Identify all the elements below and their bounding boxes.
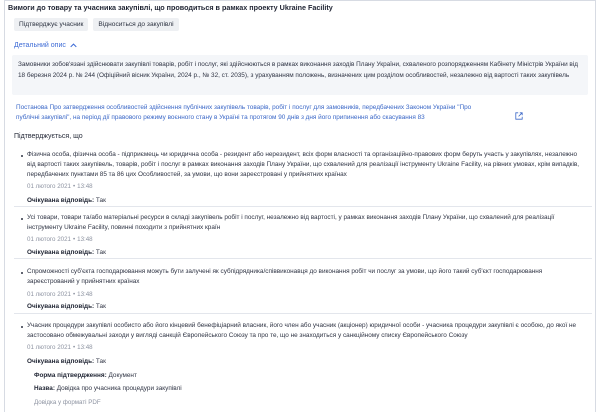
item-timestamp: 01 лютого 2021 • 13:48 — [27, 291, 93, 298]
panel-left-border — [4, 0, 5, 412]
confirm-heading: Підтверджується, що — [14, 133, 83, 140]
name-label: Назва: — [34, 385, 55, 392]
panel-right-border — [595, 0, 596, 412]
panel-top-border — [4, 0, 596, 1]
bullet — [21, 218, 23, 220]
document-name — [34, 385, 182, 392]
details-description: Замовники зобов'язані здійснювати закупівлі товарів, робіт і послуг, які здійснюються в рамках виконання заходів Плану України, схваленого розпорядженням Кабінету Міністрів України від 18 березня 2024 р. № 244 (Офіційний вісник України, 2024 р., № 32, ст. 2035), з урахуванням положень, визначених цим розділом особливостей, незалежно від вартості таких закупівель — [12, 55, 588, 95]
divider — [14, 313, 592, 314]
expected-answer-label: Очікувана відповідь: — [27, 249, 95, 256]
expected-answer-label: Очікувана відповідь: — [27, 303, 95, 310]
item-time: 13:48 — [77, 291, 93, 298]
details-toggle[interactable] — [14, 42, 77, 49]
bullet — [21, 155, 23, 157]
requirement-text: Учасник процедури закупівлі особисто або його кінцевий бенефіціарний власник, його член або учасник (акціонер) юридичної особи - учасника процедури закупівлі є особою, до якої не застосовано обмежувальні заходи у вигляді санкцій Європейського Союзу та про те, що не знаходиться у санкційному списку Європейського Союзу — [27, 322, 577, 339]
item-date: 01 лютого 2021 — [27, 344, 71, 351]
item-time: 13:48 — [77, 183, 93, 190]
item-timestamp: 01 лютого 2021 • 13:48 — [27, 344, 93, 351]
expected-answer-label: Очікувана відповідь: — [27, 197, 95, 204]
tag-participant-confirms: Підтверджує учасник — [14, 18, 88, 31]
requirement-text: Фізична особа, фізична особа - підприємець чи юридична особа - резидент або нерезидент, всіх форм власності та організаційно-правових форм беруть участь у закупівлях, незалежно від вартості таких закупівель, товарів, робіт і послуг в рамках виконання заходів Плану України, що схвалений для реалізації інструменту Ukraine Facility, на рівних умовах, крім випадків, передбачених пунктами 85 та 86 цих Особливостей, за умови, що вони зареєстровані у прийнятних країнах — [27, 151, 580, 178]
divider — [14, 258, 592, 259]
requirement-title: Вимоги до товару та учасника закупівлі, що проводиться в рамках проекту Ukraine Facility — [8, 3, 333, 12]
item-date: 01 лютого 2021 — [27, 236, 71, 243]
expected-answer-value: Так — [95, 303, 106, 310]
requirement-text: Спроможності суб'єкта господарювання можуть бути залучені як субпідрядника/співвиконавця до виконання робіт чи послуг за умови, що його такий суб'єкт господарювання зареєстрований у прийнятних країнах — [27, 268, 543, 285]
law-link[interactable]: Постанова Про затвердження особливостей здійснення публічних закупівель товарів, робіт і послуг для замовників, передбачених Законом України "Про публічні закупівлі", на період дії правового режиму воєнного стану в Україні та протягом 90 днів з дня його припинення або скасування 83 — [16, 104, 472, 121]
details-toggle-label: Детальний опис — [14, 42, 66, 49]
item-date: 01 лютого 2021 — [27, 183, 71, 190]
form-label: Форма підтвердження: — [34, 372, 107, 379]
tag-relates-to-procurement: Відноситься до закупівлі — [93, 18, 178, 31]
form-value: Документ — [108, 372, 137, 379]
requirement-text: Усі товари, товари та/або матеріальні ресурси в складі закупівель робіт і послуг, незалежно від вартості, у рамках виконання заходів Плану України, що схвалений для реалізації інструменту Ukraine Facility, повинні походити з прийнятних країн — [27, 214, 555, 231]
confirmation-form — [34, 372, 137, 379]
external-link-icon[interactable] — [515, 112, 523, 120]
expected-answer-value: Так — [95, 358, 106, 365]
name-value: Довідка про учасника процедури закупівлі — [56, 385, 182, 392]
expected-answer — [27, 303, 106, 310]
divider — [14, 206, 592, 207]
expected-answer-label: Очікувана відповідь: — [27, 358, 95, 365]
chevron-up-icon — [70, 43, 77, 48]
tag-list — [14, 18, 179, 31]
item-date: 01 лютого 2021 — [27, 291, 71, 298]
expected-answer-value: Так — [95, 249, 106, 256]
item-timestamp: 01 лютого 2021 • 13:48 — [27, 236, 93, 243]
expected-answer — [27, 249, 106, 256]
pdf-format-hint: Довідка у форматі PDF — [34, 399, 101, 406]
bullet — [21, 326, 23, 328]
bullet — [21, 272, 23, 274]
expected-answer-value: Так — [95, 197, 106, 204]
expected-answer — [27, 197, 106, 204]
expected-answer — [27, 358, 106, 365]
item-time: 13:48 — [77, 236, 93, 243]
item-timestamp: 01 лютого 2021 • 13:48 — [27, 183, 93, 190]
item-time: 13:48 — [77, 344, 93, 351]
